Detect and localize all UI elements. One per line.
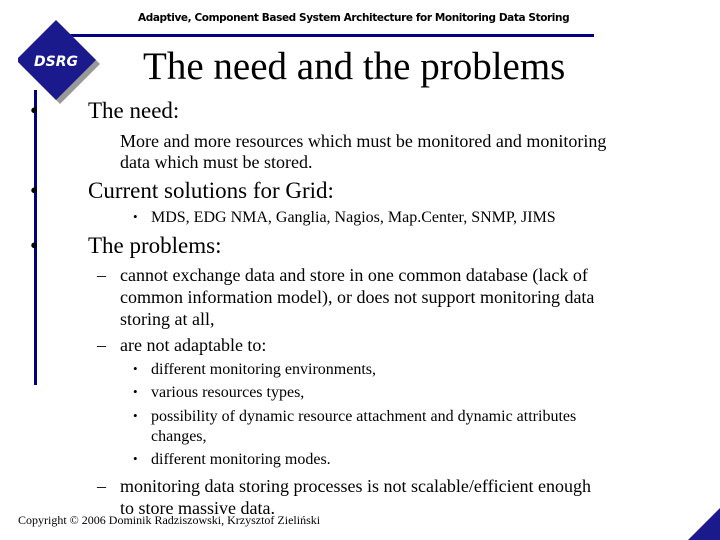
header-divider <box>70 34 594 37</box>
bullet: • <box>30 98 39 123</box>
svg-text:DSRG: DSRG <box>34 54 78 70</box>
bullet: • <box>30 233 39 258</box>
slide-title: The need and the problems <box>143 45 566 88</box>
adapt-item: different monitoring environments, <box>151 361 376 378</box>
dash: – <box>97 476 106 496</box>
adapt-item: possibility of dynamic resource attachment and dynamic attributes <box>151 408 577 425</box>
problem-line: monitoring data storing processes is not scalable/efficient enough <box>120 476 592 496</box>
copyright: Copyright © 2006 Dominik Radziszowski, Krzysztof Zieliński <box>18 513 321 527</box>
need-text-line: More and more resources which must be monitored and monitoring <box>120 131 607 151</box>
bullet: • <box>30 178 39 203</box>
bullet: • <box>133 361 138 376</box>
dash: – <box>97 335 106 355</box>
dsrg-logo <box>18 20 98 100</box>
bullet: • <box>133 384 138 399</box>
solutions-label: Current solutions for Grid: <box>88 178 334 203</box>
adapt-item: changes, <box>151 428 207 445</box>
adapt-item: different monitoring modes. <box>151 451 331 468</box>
need-label: The need: <box>88 98 180 123</box>
problems-label: The problems: <box>88 233 222 258</box>
bullet: • <box>133 408 138 423</box>
problem-line: cannot exchange data and store in one common database (lack of <box>120 265 588 285</box>
solutions-item: MDS, EDG NMA, Ganglia, Nagios, Map.Center, SNMP, JIMS <box>151 209 556 226</box>
dash: – <box>97 265 106 285</box>
problem-line: are not adaptable to: <box>120 335 267 355</box>
problem-line: storing at all, <box>120 309 215 329</box>
problem-line: common information model), or does not support monitoring data <box>120 287 595 307</box>
bullet: • <box>133 451 138 466</box>
need-text-line: data which must be stored. <box>120 152 313 172</box>
adapt-item: various resources types, <box>151 384 305 401</box>
corner-triangle <box>688 508 720 540</box>
bullet: • <box>133 209 138 224</box>
slide-header: Adaptive, Component Based System Architecture for Monitoring Data Storing <box>138 12 570 24</box>
problem-line: to store massive data. <box>120 498 275 518</box>
